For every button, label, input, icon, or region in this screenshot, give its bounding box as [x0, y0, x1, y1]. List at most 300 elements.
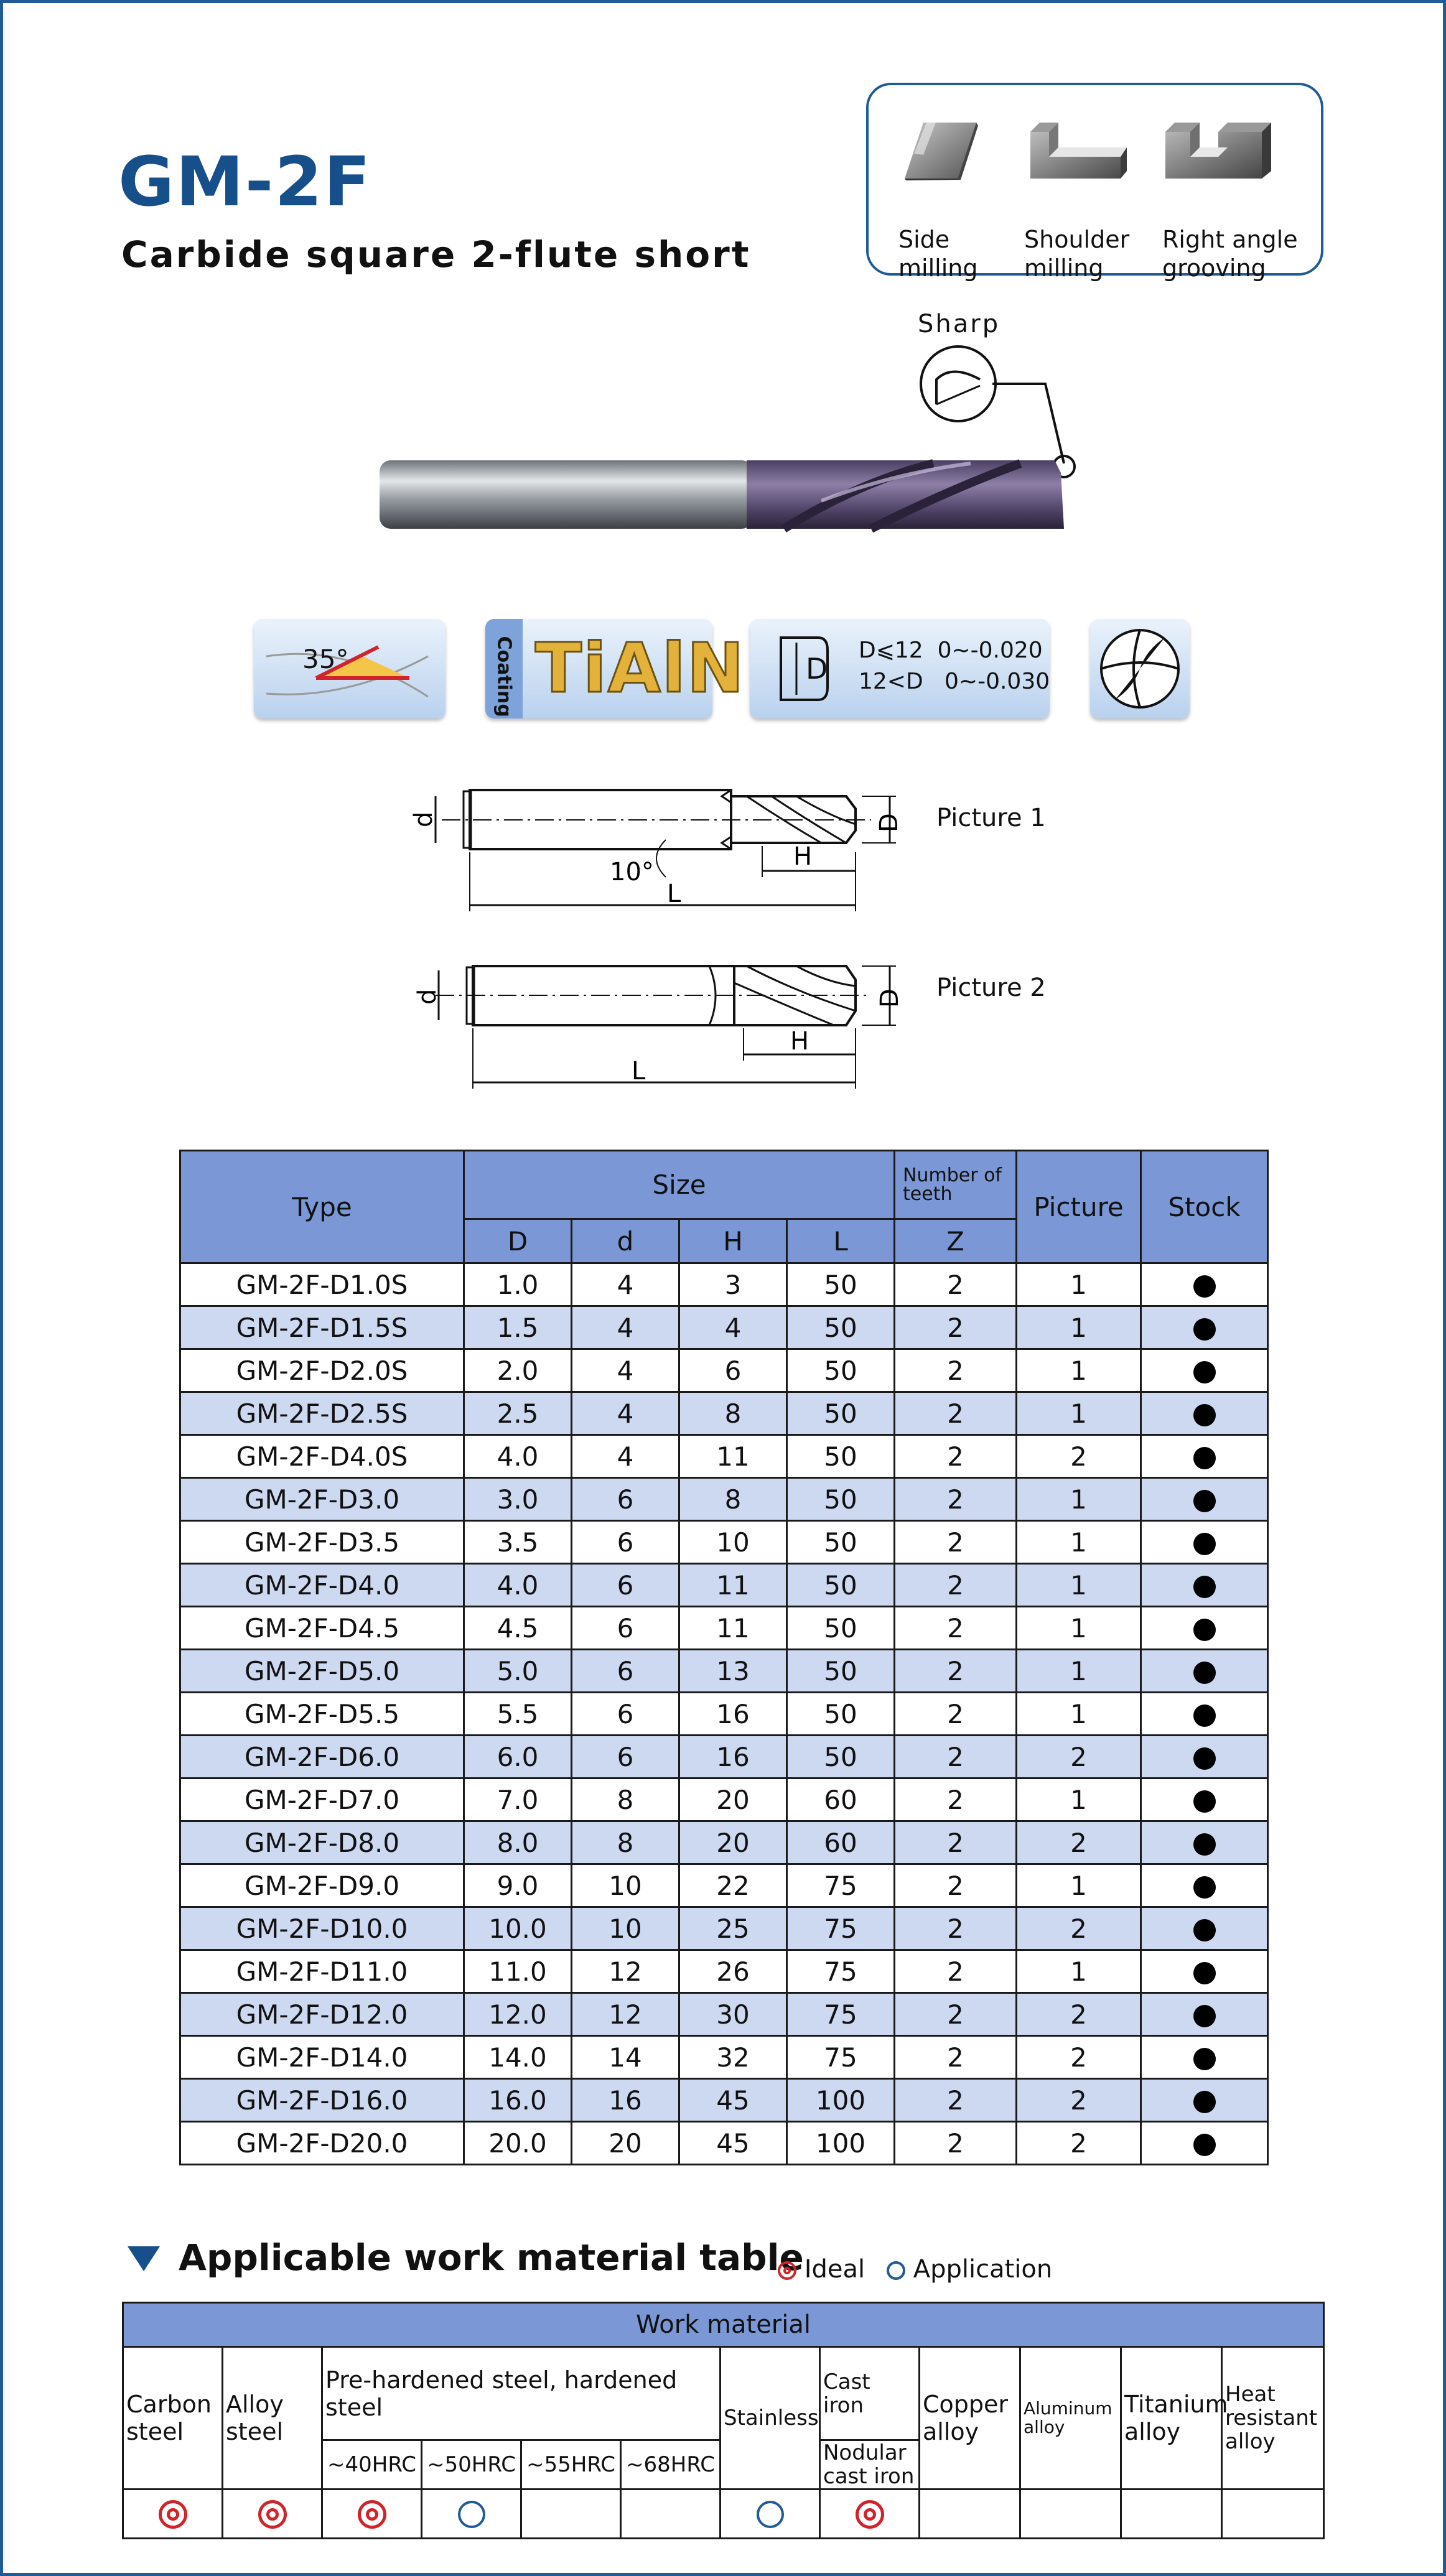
cell-type: GM-2F-D6.0	[180, 1736, 464, 1779]
cell-type: GM-2F-D4.0	[180, 1564, 464, 1607]
cell-l: 50	[787, 1349, 895, 1392]
cell-d: 10	[572, 1864, 679, 1907]
drawing-picture-2	[398, 949, 908, 1098]
cell-stock	[1141, 2122, 1268, 2165]
drawing-L-label: L	[632, 1057, 646, 1086]
legend-application-label: Application	[913, 2255, 1053, 2284]
material-hrc-40: ~40HRC	[322, 2440, 422, 2490]
legend-ideal-label: Ideal	[804, 2255, 865, 2284]
in-stock-dot-icon	[1193, 1361, 1216, 1383]
ideal-double-circle-icon	[358, 2500, 386, 2529]
cell-h: 20	[679, 1779, 787, 1821]
in-stock-dot-icon	[1193, 1619, 1216, 1641]
cell-l: 75	[787, 1950, 895, 1993]
cell-d: 3.5	[464, 1521, 572, 1564]
side-milling-icon	[898, 110, 986, 191]
cell-stock	[1141, 1478, 1268, 1521]
cell-type: GM-2F-D11.0	[180, 1950, 464, 1993]
cell-h: 11	[679, 1435, 787, 1478]
material-stainless: Stainless	[721, 2347, 820, 2490]
cell-picture: 1	[1017, 1263, 1141, 1306]
cell-l: 100	[787, 2122, 895, 2165]
cell-stock	[1141, 1263, 1268, 1306]
cell-z: 2	[895, 1864, 1017, 1907]
cell-d: 6	[572, 1650, 679, 1693]
cell-type: GM-2F-D1.0S	[180, 1263, 464, 1306]
tolerance-badge	[750, 619, 1050, 718]
cell-stock	[1141, 1821, 1268, 1864]
table-row	[180, 2122, 1268, 2165]
table-row	[180, 1779, 1268, 1821]
material-section-title: Applicable work material table	[179, 2236, 804, 2279]
cell-z: 2	[895, 1993, 1017, 2036]
coating-name: TiAlN	[535, 628, 745, 708]
cell-z: 2	[895, 1521, 1017, 1564]
operation-side-milling	[898, 110, 986, 282]
in-stock-dot-icon	[1193, 1404, 1216, 1426]
in-stock-dot-icon	[1193, 1533, 1216, 1555]
cell-type: GM-2F-D2.5S	[180, 1392, 464, 1435]
table-row	[180, 1392, 1268, 1435]
cell-l: 50	[787, 1650, 895, 1693]
cell-stock	[1141, 1907, 1268, 1950]
cell-d: 4	[572, 1263, 679, 1306]
cell-l: 60	[787, 1821, 895, 1864]
cell-d: 14	[572, 2036, 679, 2079]
subheader-H: H	[679, 1219, 787, 1263]
rating-cell	[1020, 2490, 1121, 2539]
cell-z: 2	[895, 1306, 1017, 1349]
cell-picture: 2	[1017, 2079, 1141, 2122]
cell-type: GM-2F-D10.0	[180, 1907, 464, 1950]
cell-stock	[1141, 1993, 1268, 2036]
picture-1-label: Picture 1	[936, 804, 1046, 832]
cell-picture: 2	[1017, 1821, 1141, 1864]
cell-z: 2	[895, 1349, 1017, 1392]
cell-d: 10.0	[464, 1907, 572, 1950]
cell-h: 8	[679, 1478, 787, 1521]
cell-d: 3.0	[464, 1478, 572, 1521]
cell-d: 4	[572, 1349, 679, 1392]
cell-picture: 1	[1017, 1521, 1141, 1564]
operation-label-line1: Shoulder	[1024, 226, 1130, 253]
cell-d: 12	[572, 1950, 679, 1993]
table-row	[180, 1564, 1268, 1607]
cell-picture: 1	[1017, 1306, 1141, 1349]
rating-cell	[621, 2490, 721, 2539]
material-hrc-55: ~55HRC	[521, 2440, 621, 2490]
work-material-table	[122, 2302, 1325, 2539]
cell-stock	[1141, 1392, 1268, 1435]
cell-d: 6	[572, 1478, 679, 1521]
cell-picture: 2	[1017, 2036, 1141, 2079]
material-cast-iron: Cast iron	[820, 2347, 920, 2440]
subheader-Z: Z	[895, 1219, 1017, 1263]
cell-l: 75	[787, 1907, 895, 1950]
cell-h: 45	[679, 2122, 787, 2165]
in-stock-dot-icon	[1193, 1962, 1216, 1984]
cell-h: 4	[679, 1306, 787, 1349]
cell-h: 16	[679, 1736, 787, 1779]
cell-d: 6	[572, 1564, 679, 1607]
table-row	[180, 1864, 1268, 1907]
right-angle-grooving-icon	[1162, 110, 1280, 191]
spec-table	[179, 1150, 1269, 2165]
ideal-double-circle-icon	[856, 2500, 884, 2529]
cell-stock	[1141, 1521, 1268, 1564]
cell-d: 7.0	[464, 1779, 572, 1821]
cell-d: 6	[572, 1736, 679, 1779]
cell-stock	[1141, 1435, 1268, 1478]
rating-cell	[422, 2490, 521, 2539]
in-stock-dot-icon	[1193, 1919, 1216, 1941]
cell-l: 50	[787, 1607, 895, 1650]
cell-l: 60	[787, 1779, 895, 1821]
cell-z: 2	[895, 1478, 1017, 1521]
cell-type: GM-2F-D12.0	[180, 1993, 464, 2036]
material-hrc-50: ~50HRC	[422, 2440, 521, 2490]
cell-d: 20	[572, 2122, 679, 2165]
product-title: GM-2F	[118, 142, 372, 221]
cell-h: 20	[679, 1821, 787, 1864]
rating-cell	[920, 2490, 1020, 2539]
operation-label-line2: milling	[1024, 254, 1104, 282]
cell-stock	[1141, 1736, 1268, 1779]
cell-type: GM-2F-D4.0S	[180, 1435, 464, 1478]
cell-l: 100	[787, 2079, 895, 2122]
tolerance-symbol: D	[806, 652, 828, 686]
coating-badge	[485, 619, 745, 718]
legend-application	[887, 2255, 1052, 2284]
helix-angle-icon	[254, 619, 445, 718]
cell-z: 2	[895, 1564, 1017, 1607]
cell-picture: 2	[1017, 2122, 1141, 2165]
table-row	[180, 1349, 1268, 1392]
cell-type: GM-2F-D14.0	[180, 2036, 464, 2079]
cell-picture: 2	[1017, 1907, 1141, 1950]
rating-cell	[1222, 2490, 1324, 2539]
subheader-D: D	[464, 1219, 572, 1263]
cell-d: 16.0	[464, 2079, 572, 2122]
cell-h: 26	[679, 1950, 787, 1993]
cell-d: 12.0	[464, 1993, 572, 2036]
material-alloy-steel: Alloy steel	[223, 2347, 322, 2490]
table-row	[180, 2036, 1268, 2079]
cell-d: 8	[572, 1821, 679, 1864]
cell-d: 10	[572, 1907, 679, 1950]
two-flute-cross-section-icon	[1090, 619, 1190, 718]
in-stock-dot-icon	[1193, 1704, 1216, 1727]
cell-h: 11	[679, 1607, 787, 1650]
cell-stock	[1141, 1693, 1268, 1736]
cell-d: 1.5	[464, 1306, 572, 1349]
cell-stock	[1141, 1607, 1268, 1650]
operation-label-line2: grooving	[1162, 254, 1266, 282]
cell-picture: 1	[1017, 1950, 1141, 1993]
end-mill-photo	[373, 345, 1089, 544]
cell-d: 5.5	[464, 1693, 572, 1736]
cell-h: 22	[679, 1864, 787, 1907]
cell-z: 2	[895, 1907, 1017, 1950]
application-circle-icon	[757, 2501, 784, 2528]
material-hardened-group: Pre-hardened steel, hardened steel	[322, 2347, 721, 2440]
operation-label-line1: Right angle	[1162, 226, 1298, 253]
work-material-header: Work material	[123, 2303, 1324, 2347]
tolerance-line1: D⩽12 0~-0.020	[859, 638, 1043, 663]
cell-l: 50	[787, 1263, 895, 1306]
cell-l: 50	[787, 1435, 895, 1478]
cell-z: 2	[895, 2079, 1017, 2122]
subheader-L: L	[787, 1219, 895, 1263]
product-subtitle: Carbide square 2-flute short	[121, 233, 751, 276]
legend-ideal	[778, 2255, 865, 2284]
cell-stock	[1141, 2079, 1268, 2122]
material-carbon-steel: Carbon steel	[123, 2347, 223, 2490]
cell-z: 2	[895, 1693, 1017, 1736]
cell-d: 4	[572, 1435, 679, 1478]
cell-picture: 2	[1017, 1736, 1141, 1779]
circle-icon	[887, 2261, 905, 2280]
cell-d: 6	[572, 1693, 679, 1736]
application-circle-icon	[458, 2501, 485, 2528]
cell-l: 50	[787, 1521, 895, 1564]
cell-z: 2	[895, 1392, 1017, 1435]
cell-d: 6	[572, 1607, 679, 1650]
helix-angle-value: 35°	[302, 644, 349, 674]
drawing-D-label: D	[875, 988, 904, 1008]
operation-right-angle-grooving	[1162, 110, 1298, 282]
table-row	[180, 2079, 1268, 2122]
cell-type: GM-2F-D20.0	[180, 2122, 464, 2165]
cell-d: 2.0	[464, 1349, 572, 1392]
rating-cell	[223, 2490, 322, 2539]
material-titanium-alloy: Titanium alloy	[1121, 2347, 1222, 2490]
table-row	[180, 1435, 1268, 1478]
cell-type: GM-2F-D5.5	[180, 1693, 464, 1736]
cell-l: 50	[787, 1306, 895, 1349]
table-row	[180, 1993, 1268, 2036]
cell-stock	[1141, 1306, 1268, 1349]
rating-cell	[721, 2490, 820, 2539]
sharp-label: Sharp	[918, 310, 1001, 338]
drawing-d-label: d	[413, 988, 442, 1005]
subheader-d: d	[572, 1219, 679, 1263]
operation-label-line2: milling	[898, 254, 978, 282]
in-stock-dot-icon	[1193, 1447, 1216, 1469]
drawing-d-label: d	[409, 811, 438, 827]
table-row	[180, 1821, 1268, 1864]
cell-l: 75	[787, 1864, 895, 1907]
table-row	[180, 1478, 1268, 1521]
table-row	[180, 1736, 1268, 1779]
in-stock-dot-icon	[1193, 2048, 1216, 2070]
drawing-H-label: H	[790, 1027, 809, 1056]
cell-type: GM-2F-D3.5	[180, 1521, 464, 1564]
cell-picture: 1	[1017, 1392, 1141, 1435]
cell-d: 4.0	[464, 1435, 572, 1478]
rating-cell	[322, 2490, 422, 2539]
in-stock-dot-icon	[1193, 1318, 1216, 1341]
cell-type: GM-2F-D2.0S	[180, 1349, 464, 1392]
cell-d: 4.5	[464, 1607, 572, 1650]
cell-d: 4.0	[464, 1564, 572, 1607]
ideal-double-circle-icon	[258, 2500, 287, 2529]
operation-label-line1: Side	[898, 226, 950, 253]
in-stock-dot-icon	[1193, 1576, 1216, 1598]
in-stock-dot-icon	[1193, 2134, 1216, 2156]
cell-h: 32	[679, 2036, 787, 2079]
header-size: Size	[464, 1151, 895, 1219]
rating-cell	[521, 2490, 621, 2539]
material-copper-alloy: Copper alloy	[920, 2347, 1020, 2490]
cell-h: 8	[679, 1392, 787, 1435]
cell-type: GM-2F-D8.0	[180, 1821, 464, 1864]
cell-l: 50	[787, 1564, 895, 1607]
material-heat-resistant-alloy: Heat resistant alloy	[1222, 2347, 1324, 2490]
cell-z: 2	[895, 1607, 1017, 1650]
cell-d: 2.5	[464, 1392, 572, 1435]
cell-l: 50	[787, 1736, 895, 1779]
cell-picture: 2	[1017, 1993, 1141, 2036]
in-stock-dot-icon	[1193, 2005, 1216, 2027]
cell-type: GM-2F-D1.5S	[180, 1306, 464, 1349]
cell-stock	[1141, 1864, 1268, 1907]
cell-d: 4	[572, 1392, 679, 1435]
operation-shoulder-milling	[1024, 110, 1130, 282]
cell-picture: 1	[1017, 1779, 1141, 1821]
cell-z: 2	[895, 1736, 1017, 1779]
cell-d: 6.0	[464, 1736, 572, 1779]
cell-d: 9.0	[464, 1864, 572, 1907]
cell-d: 5.0	[464, 1650, 572, 1693]
cell-type: GM-2F-D3.0	[180, 1478, 464, 1521]
drawing-L-label: L	[667, 880, 681, 908]
rating-cell	[1121, 2490, 1222, 2539]
cell-stock	[1141, 1564, 1268, 1607]
cell-picture: 2	[1017, 1435, 1141, 1478]
header-number-of-teeth: Number of teeth	[895, 1151, 1017, 1219]
table-row	[180, 1950, 1268, 1993]
cell-l: 75	[787, 2036, 895, 2079]
cell-stock	[1141, 1650, 1268, 1693]
cell-stock	[1141, 1349, 1268, 1392]
spec-table-body	[180, 1263, 1268, 2165]
picture-2-label: Picture 2	[936, 974, 1046, 1002]
cell-type: GM-2F-D9.0	[180, 1864, 464, 1907]
cell-z: 2	[895, 1779, 1017, 1821]
helix-angle-badge	[254, 619, 445, 718]
cell-h: 3	[679, 1263, 787, 1306]
material-rating-row	[123, 2490, 1324, 2539]
cell-d: 1.0	[464, 1263, 572, 1306]
cell-picture: 1	[1017, 1564, 1141, 1607]
cell-d: 16	[572, 2079, 679, 2122]
cell-l: 50	[787, 1478, 895, 1521]
cell-d: 20.0	[464, 2122, 572, 2165]
in-stock-dot-icon	[1193, 1876, 1216, 1899]
table-row	[180, 1607, 1268, 1650]
in-stock-dot-icon	[1193, 1747, 1216, 1770]
cell-d: 4	[572, 1306, 679, 1349]
cell-z: 2	[895, 1650, 1017, 1693]
double-circle-icon	[778, 2261, 796, 2280]
header-type: Type	[180, 1151, 464, 1263]
cell-type: GM-2F-D7.0	[180, 1779, 464, 1821]
cell-h: 25	[679, 1907, 787, 1950]
cell-d: 6	[572, 1521, 679, 1564]
material-nodular-cast-iron: Nodular cast iron	[820, 2440, 920, 2490]
operations-panel	[866, 83, 1323, 282]
in-stock-dot-icon	[1193, 1490, 1216, 1512]
cell-stock	[1141, 2036, 1268, 2079]
cell-z: 2	[895, 2036, 1017, 2079]
table-row	[180, 1907, 1268, 1950]
cell-z: 2	[895, 1821, 1017, 1864]
header-picture: Picture	[1017, 1151, 1141, 1263]
cell-h: 13	[679, 1650, 787, 1693]
cell-l: 75	[787, 1993, 895, 2036]
cell-h: 10	[679, 1521, 787, 1564]
drawing-angle-label: 10°	[610, 858, 654, 886]
cell-d: 11.0	[464, 1950, 572, 1993]
cell-l: 50	[787, 1693, 895, 1736]
cell-d: 8.0	[464, 1821, 572, 1864]
table-row	[180, 1650, 1268, 1693]
in-stock-dot-icon	[1193, 1790, 1216, 1813]
cell-picture: 1	[1017, 1349, 1141, 1392]
in-stock-dot-icon	[1193, 1662, 1216, 1684]
in-stock-dot-icon	[1193, 1833, 1216, 1856]
cell-h: 45	[679, 2079, 787, 2122]
table-row	[180, 1263, 1268, 1306]
cell-d: 8	[572, 1779, 679, 1821]
cell-picture: 1	[1017, 1864, 1141, 1907]
cell-picture: 1	[1017, 1693, 1141, 1736]
cell-z: 2	[895, 1950, 1017, 1993]
cell-type: GM-2F-D5.0	[180, 1650, 464, 1693]
cell-stock	[1141, 1950, 1268, 1993]
table-row	[180, 1693, 1268, 1736]
table-row	[180, 1306, 1268, 1349]
tolerance-line2: 12<D 0~-0.030	[859, 669, 1050, 694]
triangle-marker-icon	[128, 2246, 160, 2271]
ideal-double-circle-icon	[159, 2500, 187, 2529]
cell-z: 2	[895, 1435, 1017, 1478]
cell-z: 2	[895, 1263, 1017, 1306]
cell-h: 16	[679, 1693, 787, 1736]
cell-type: GM-2F-D16.0	[180, 2079, 464, 2122]
cell-picture: 1	[1017, 1478, 1141, 1521]
in-stock-dot-icon	[1193, 2091, 1216, 2113]
cell-type: GM-2F-D4.5	[180, 1607, 464, 1650]
cell-d: 14.0	[464, 2036, 572, 2079]
header-stock: Stock	[1141, 1151, 1268, 1263]
cell-l: 50	[787, 1392, 895, 1435]
drawing-H-label: H	[793, 842, 813, 871]
flute-section-badge	[1090, 619, 1190, 718]
shoulder-milling-icon	[1024, 110, 1130, 191]
table-row	[180, 1521, 1268, 1564]
rating-cell	[820, 2490, 920, 2539]
cell-picture: 1	[1017, 1607, 1141, 1650]
drawing-picture-1	[398, 771, 908, 927]
cell-z: 2	[895, 2122, 1017, 2165]
rating-cell	[123, 2490, 223, 2539]
cell-d: 12	[572, 1993, 679, 2036]
drawing-D-label: D	[875, 813, 903, 832]
cell-stock	[1141, 1779, 1268, 1821]
material-hrc-68: ~68HRC	[621, 2440, 721, 2490]
